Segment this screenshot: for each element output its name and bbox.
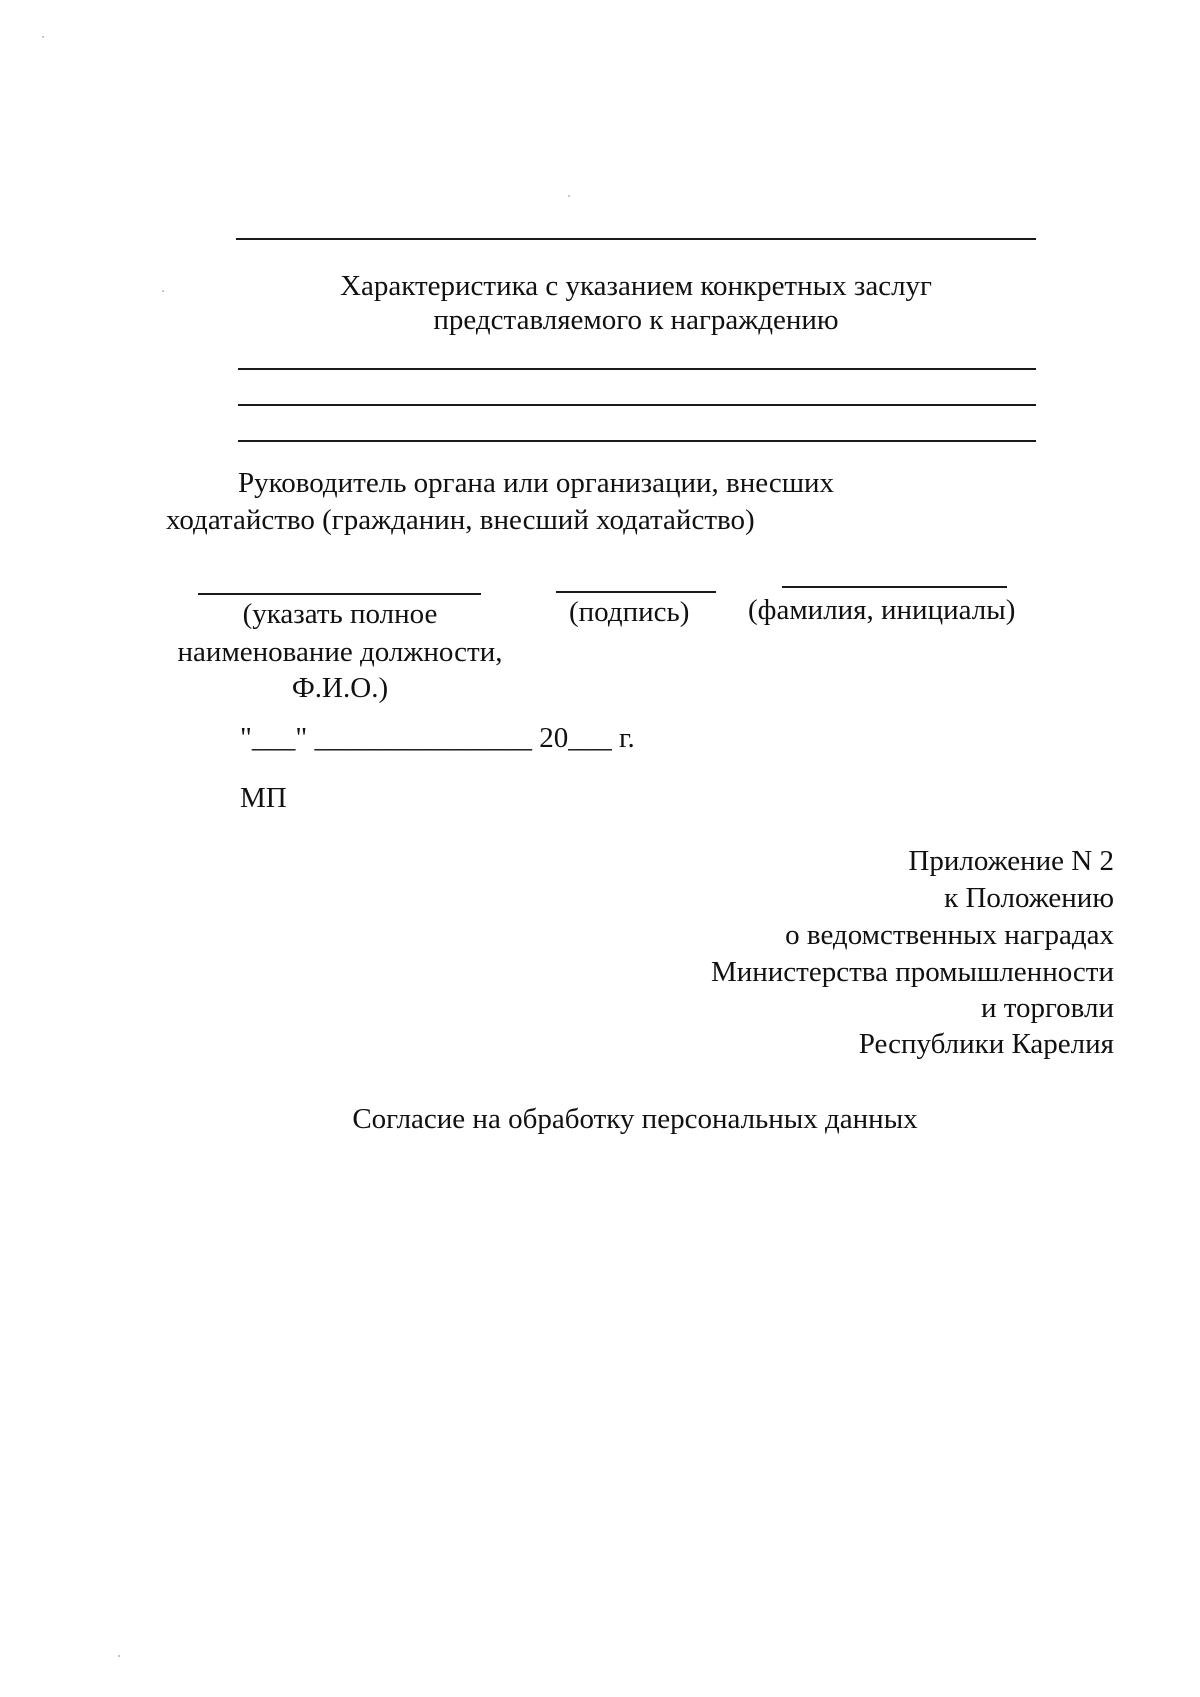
characteristic-line-3: [238, 440, 1036, 442]
date-line: [240, 720, 635, 756]
appendix-line-6: Республики Карелия: [858, 1028, 1114, 1060]
appendix-line-3: о ведомственных наградах: [785, 919, 1114, 951]
name-label: (фамилия, инициалы): [748, 594, 1016, 626]
signature-label: (подпись): [569, 596, 690, 628]
name-signature-line: [782, 586, 1007, 588]
scan-speck: [568, 195, 570, 197]
position-label-line-1: (указать полное: [242, 598, 438, 630]
scan-speck: [118, 1655, 120, 1657]
stamp-place-label: МП: [240, 782, 287, 814]
characteristic-line-2: [238, 404, 1036, 406]
head-label-line-1: Руководитель органа или организации, внесших: [238, 467, 835, 499]
date-close-quote: ": [295, 722, 308, 754]
date-day-blank: ___: [251, 722, 296, 754]
characteristic-title-line-1: Характеристика с указанием конкретных заслуг: [340, 270, 932, 302]
position-signature-line: [198, 593, 481, 595]
date-year-blank: ___: [568, 722, 612, 754]
top-rule: [236, 238, 1036, 240]
date-month-blank: _______________: [314, 722, 532, 754]
signature-line: [556, 591, 716, 593]
appendix-line-4: Министерства промышленности: [710, 956, 1114, 988]
characteristic-line-1: [238, 368, 1036, 370]
position-label-line-2: наименование должности,: [177, 636, 503, 668]
scan-speck: [162, 290, 164, 292]
position-label-line-3: Ф.И.О.): [291, 672, 389, 704]
characteristic-title-line-2: представляемого к награждению: [433, 304, 839, 336]
appendix-line-2: к Положению: [944, 882, 1114, 914]
date-open-quote: ": [240, 722, 252, 754]
date-year-suffix: г.: [618, 722, 635, 754]
consent-title: Согласие на обработку персональных данных: [352, 1103, 918, 1135]
appendix-line-1: Приложение N 2: [908, 845, 1114, 877]
appendix-line-5: и торговли: [980, 992, 1114, 1024]
scan-speck: [42, 36, 44, 38]
head-label-line-2: ходатайство (гражданин, внесший ходатайство): [166, 504, 755, 536]
date-year-prefix: 20: [539, 722, 569, 754]
